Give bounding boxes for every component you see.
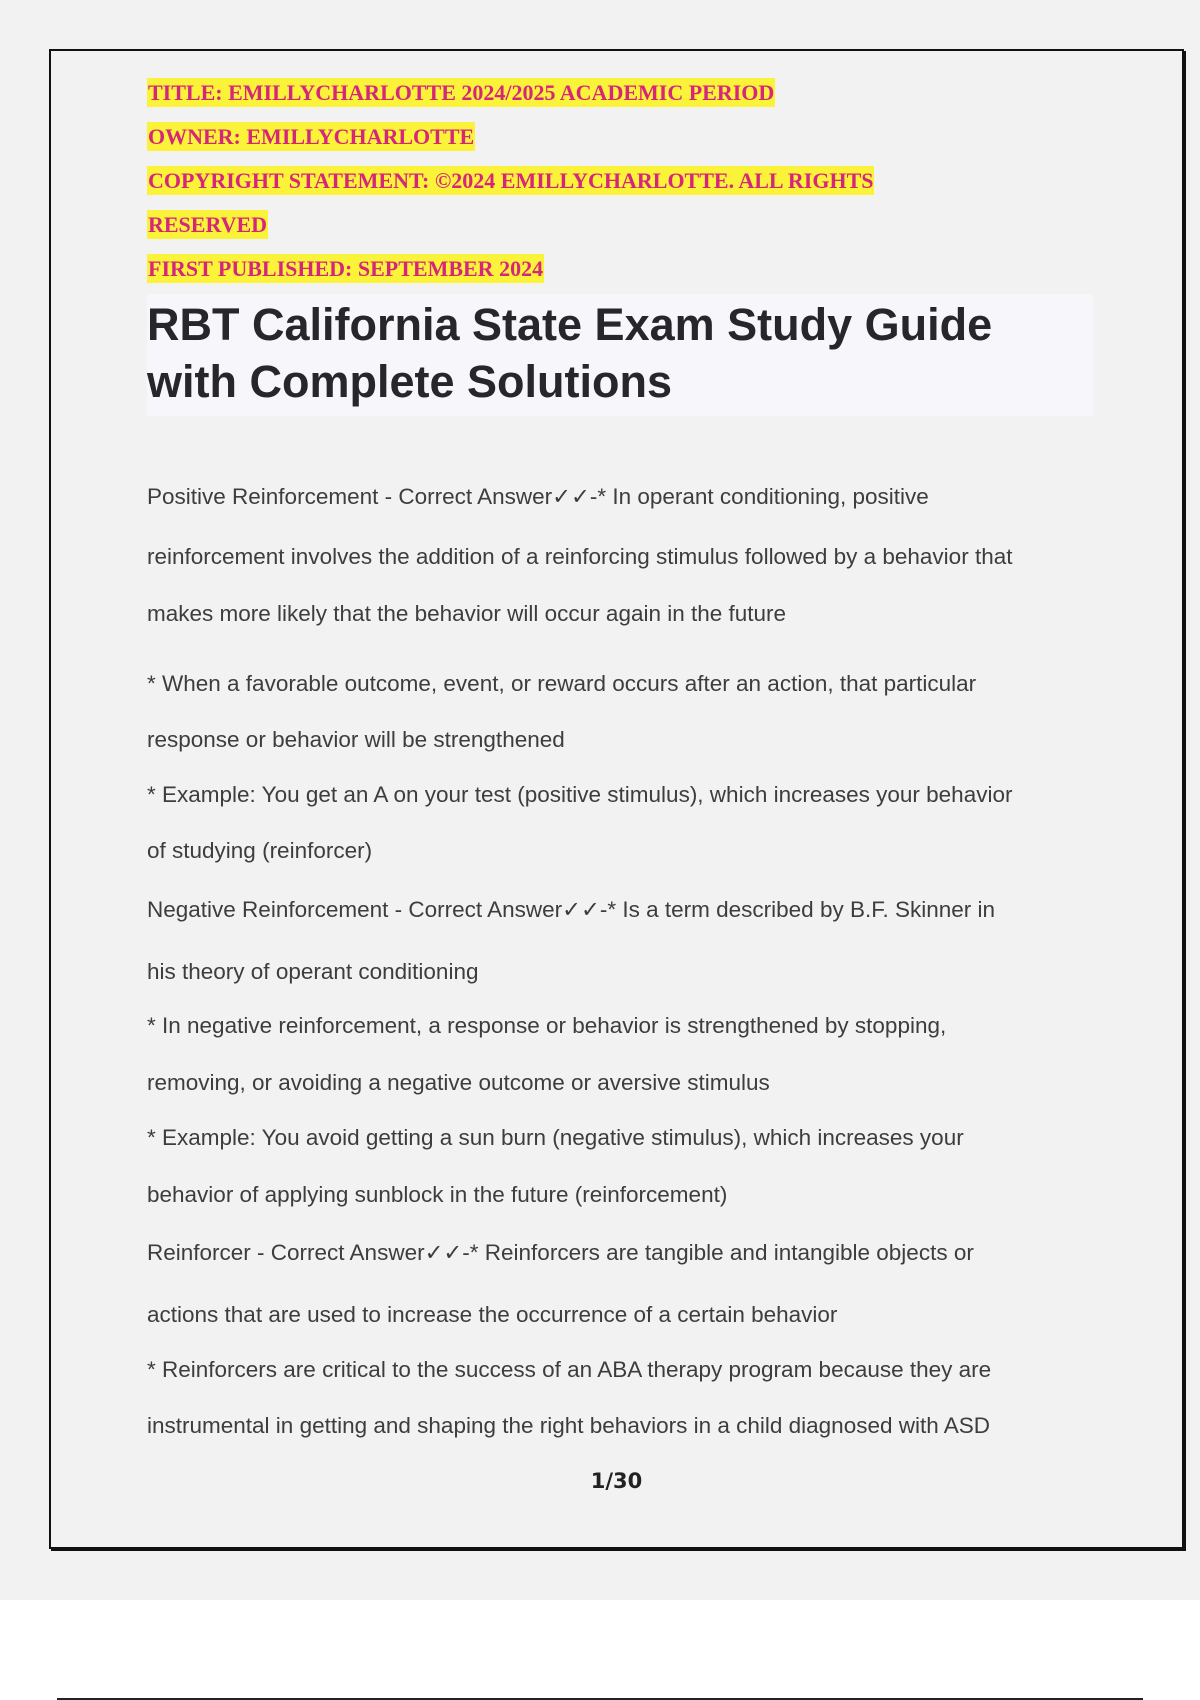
document-page bbox=[49, 49, 1184, 1549]
metadata-owner-line: OWNER: EMILLYCHARLOTTE bbox=[148, 124, 475, 149]
body-line: his theory of operant conditioning bbox=[147, 959, 479, 984]
body-line: * Reinforcers are critical to the success of an ABA therapy program because they are bbox=[147, 1357, 992, 1382]
metadata-copyright-line: COPYRIGHT STATEMENT: ©2024 EMILLYCHARLOTTE. ALL RIGHTS bbox=[148, 168, 874, 193]
body-line: response or behavior will be strengthened bbox=[147, 727, 565, 752]
document-title: RBT California State Exam Study Guide with Complete Solutions bbox=[147, 294, 1093, 416]
body-line: instrumental in getting and shaping the right behaviors in a child diagnosed with ASD bbox=[147, 1413, 991, 1438]
body-line: reinforcement involves the addition of a reinforcing stimulus followed by a behavior that bbox=[147, 544, 1013, 569]
body-line: * When a favorable outcome, event, or reward occurs after an action, that particular bbox=[147, 671, 977, 696]
body-line: behavior of applying sunblock in the future (reinforcement) bbox=[147, 1182, 728, 1207]
body-line: * Example: You get an A on your test (positive stimulus), which increases your behavior bbox=[147, 782, 1013, 807]
body-line: Positive Reinforcement - Correct Answer✓✓-* In operant conditioning, positive bbox=[147, 484, 929, 509]
metadata-title-line: TITLE: EMILLYCHARLOTTE 2024/2025 ACADEMIC PERIOD bbox=[148, 80, 775, 105]
body-line: actions that are used to increase the occurrence of a certain behavior bbox=[147, 1302, 838, 1327]
body-line: * In negative reinforcement, a response or behavior is strengthened by stopping, bbox=[147, 1013, 947, 1038]
metadata-block bbox=[147, 71, 1047, 291]
body-line: of studying (reinforcer) bbox=[147, 838, 373, 863]
body-line: * Example: You avoid getting a sun burn (negative stimulus), which increases your bbox=[147, 1125, 964, 1150]
metadata-copyright-line-continued: RESERVED bbox=[148, 212, 268, 237]
body-line: makes more likely that the behavior will occur again in the future bbox=[147, 601, 787, 626]
body-line: Negative Reinforcement - Correct Answer✓✓-* Is a term described by B.F. Skinner in bbox=[147, 897, 996, 922]
body-line: Reinforcer - Correct Answer✓✓-* Reinforcers are tangible and intangible objects or bbox=[147, 1240, 974, 1265]
metadata-published-line: FIRST PUBLISHED: SEPTEMBER 2024 bbox=[148, 256, 544, 281]
body-line: removing, or avoiding a negative outcome or aversive stimulus bbox=[147, 1070, 770, 1095]
page-number: 1/30 bbox=[590, 1469, 643, 1493]
